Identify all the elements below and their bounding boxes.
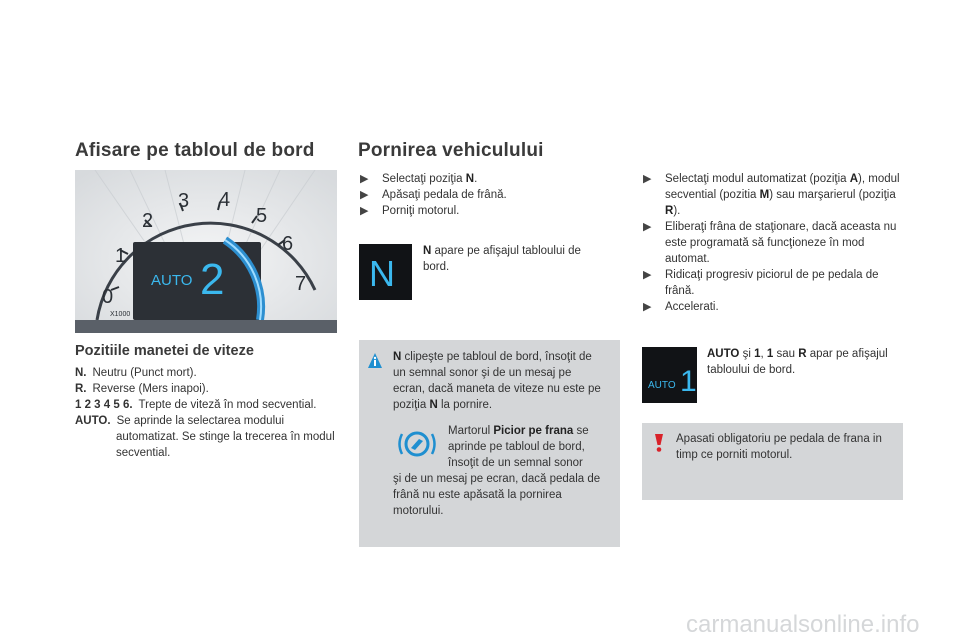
step-accelerate: ▶ Accelerati. [643,301,719,313]
middle-heading: Pornirea vehiculului [358,140,544,161]
step-lift-foot: ▶ Ridicaţi progresiv piciorul de pe pedala de frână. [643,269,879,297]
bullet-arrow-icon: ▶ [643,221,652,233]
info-paragraph-2: Martorul Picior pe frana se aprinde pe tabloul de bord, însoţit de un semnal sonor [448,425,589,469]
warning-text: Apasati obligatoriu pe pedala de frana in timp ce porniti motorul. [676,433,882,461]
n-display-svg [359,244,412,300]
gauge-unit-label: X1000 [110,311,131,318]
def-auto-continuation: automatizat. Se stinge la trecerea în modul secvential. [116,431,335,459]
instrument-gauge-image [75,170,337,333]
gauge-svg [75,170,337,333]
gauge-number-1: 1 [115,245,127,267]
step-select-mode: ▶ Selectaţi modul automatizat (poziţia A), modul secvential (pozitia M) sau marşarierul (poziţia R). [643,173,900,217]
info-icon [367,352,383,375]
bullet-arrow-icon: ▶ [360,205,369,217]
auto-display-caption: AUTO şi 1, 1 sau R apar pe afişajul tabloului de bord. [707,348,888,376]
gauge-number-3: 3 [178,190,190,212]
gauge-number-4: 4 [219,189,231,211]
bullet-arrow-icon: ▶ [643,173,652,185]
bullet-arrow-icon: ▶ [360,189,369,201]
step-release-parking-brake: ▶ Eliberaţi frâna de staţionare, dacă aceasta nu este programată să funcţioneze în mod automat. [643,221,897,265]
def-neutral: N. Neutru (Punct mort). [75,367,197,379]
bullet-arrow-icon: ▶ [643,301,652,313]
info-paragraph-3: şi de un mesaj pe ecran, dacă pedala de frână nu este apăsată la pornirea motorului. [393,473,601,517]
gear-definitions [75,365,340,461]
def-reverse: R. Reverse (Mers inapoi). [75,383,209,395]
drive-steps [643,171,905,315]
gear-positions-heading: Pozitiile manetei de viteze [75,343,254,359]
auto-display-thumbnail [642,347,697,403]
gauge-gear-digit: 2 [200,255,225,304]
gauge-number-6: 6 [282,233,294,255]
step-select-n: ▶ Selectaţi poziţia N. [360,173,478,185]
warning-box [642,423,903,500]
bullet-arrow-icon: ▶ [643,269,652,281]
bullet-arrow-icon: ▶ [360,173,369,185]
n-display-caption: N apare pe afişajul tabloului de bord. [423,245,581,273]
n-display-letter: N [369,253,395,294]
exclamation-icon [651,433,667,458]
def-sequential: 1 2 3 4 5 6. Trepte de viteză în mod secvential. [75,399,317,411]
watermark: carmanualsonline.info [686,611,920,638]
gauge-number-0: 0 [102,286,114,308]
auto-display-svg [642,347,697,403]
start-steps [360,171,620,219]
auto-display-gear: 1 [680,365,697,398]
gauge-auto-label: AUTO [151,272,193,289]
gauge-number-5: 5 [256,205,268,227]
step-press-brake: ▶ Apăsaţi pedala de frână. [360,189,507,201]
info-paragraph-1: N clipeşte pe tabloul de bord, însoţit de un semnal sonor şi de un mesaj pe ecran, dacă maneta de viteze nu este pe poziţia N la pornire. [393,351,601,411]
gauge-number-7: 7 [295,273,307,295]
left-heading: Afisare pe tabloul de bord [75,140,315,161]
auto-display-mode: AUTO [648,380,676,391]
brake-foot-warning-icon [396,428,438,465]
step-start-engine: ▶ Porniţi motorul. [360,205,460,217]
def-auto: AUTO. Se aprinde la selectarea modului [75,415,285,427]
info-box [359,340,620,547]
n-display-thumbnail [359,244,412,300]
gauge-number-2: 2 [142,210,154,232]
